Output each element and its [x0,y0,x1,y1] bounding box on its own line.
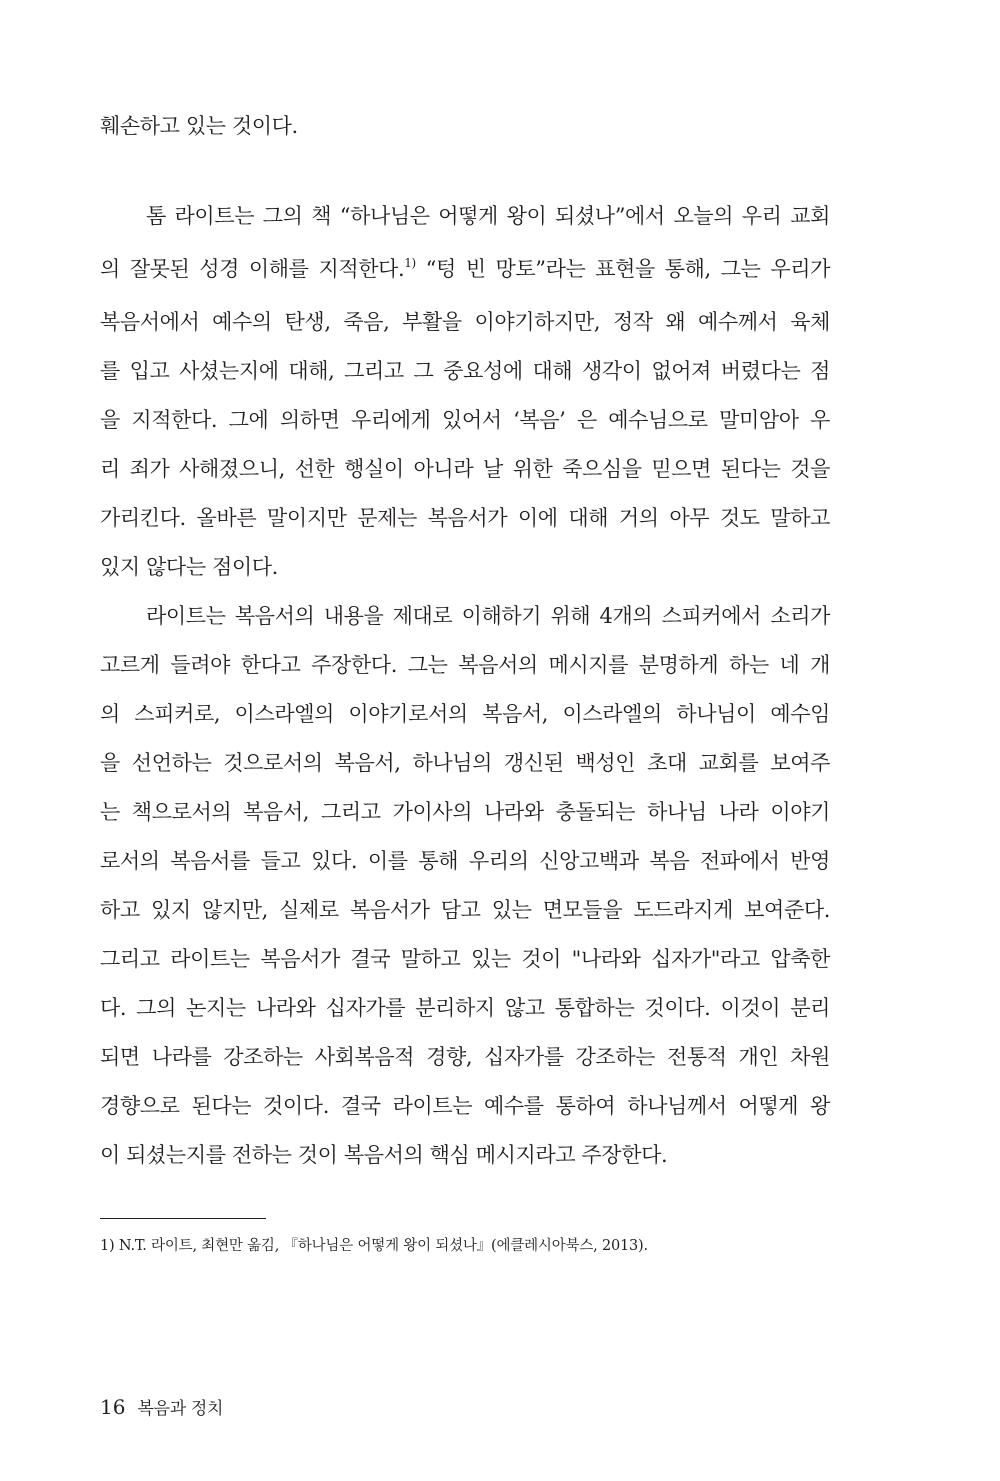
body-line: 되면 나라를 강조하는 사회복음적 경향, 십자가를 강조하는 전통적 개인 차원 [100,1045,830,1069]
body-line: 의 스피커로, 이스라엘의 이야기로서의 복음서, 이스라엘의 하나님이 예수임 [100,702,830,726]
footnote-divider [100,1218,266,1219]
body-line: 경향으로 된다는 것이다. 결국 라이트는 예수를 통하여 하나님께서 어떻게 왕 [100,1094,830,1118]
body-line: 는 책으로서의 복음서, 그리고 가이사의 나라와 충돌되는 하나님 나라 이야기 [100,800,830,824]
body-line: 고르게 들려야 한다고 주장한다. 그는 복음서의 메시지를 분명하게 하는 네 개 [100,653,830,677]
body-line: 를 입고 사셨는지에 대해, 그리고 그 중요성에 대해 생각이 없어져 버렸다는 점 [100,359,830,383]
body-line: 복음서에서 예수의 탄생, 죽음, 부활을 이야기하지만, 정작 왜 예수께서 육체 [100,310,830,334]
body-line: 톰 라이트는 그의 책 “하나님은 어떻게 왕이 되셨나”에서 오늘의 우리 교회 [146,204,830,228]
page-number: 16 [100,1395,126,1419]
page-footer [100,1395,223,1421]
body-line-text: “텅 빈 망토”라는 표현을 통해, 그는 우리가 [425,257,830,281]
body-line: 하고 있지 않지만, 실제로 복음서가 담고 있는 면모들을 도드라지게 보여준다. [100,898,830,922]
body-line: 로서의 복음서를 들고 있다. 이를 통해 우리의 신앙고백과 복음 전파에서 반영 [100,849,830,873]
body-line-text: 의 잘못된 성경 이해를 지적한다. [100,257,405,281]
body-line: 을 지적한다. 그에 의하면 우리에게 있어서 ‘복음’ 은 예수님으로 말미암아 우 [100,408,830,432]
body-line: 리 죄가 사해졌으니, 선한 행실이 아니라 날 위한 죽으심을 믿으면 된다는 것을 [100,457,830,481]
body-line: 라이트는 복음서의 내용을 제대로 이해하기 위해 4개의 스피커에서 소리가 [146,604,830,628]
body-line: 훼손하고 있는 것이다. [100,114,298,138]
body-line: 그리고 라이트는 복음서가 결국 말하고 있는 것이 "나라와 십자가"라고 압축한 [100,947,830,971]
footnote-reference: 1) [404,256,416,270]
body-line: 다. 그의 논지는 나라와 십자가를 분리하지 않고 통합하는 것이다. 이것이 분리 [100,996,830,1020]
body-line: 을 선언하는 것으로서의 복음서, 하나님의 갱신된 백성인 초대 교회를 보여주 [100,751,830,775]
running-title: 복음과 정치 [137,1399,224,1419]
body-line [100,255,830,283]
footnote: 1) N.T. 라이트, 최현만 옮김, 『하나님은 어떻게 왕이 되셨나』(에클레시아북스, 2013). [100,1238,648,1254]
body-line: 있지 않다는 점이다. [100,555,278,579]
body-line: 이 되셨는지를 전하는 것이 복음서의 핵심 메시지라고 주장한다. [100,1143,668,1167]
body-line: 가리킨다. 올바른 말이지만 문제는 복음서가 이에 대해 거의 아무 것도 말하고 [100,506,830,530]
